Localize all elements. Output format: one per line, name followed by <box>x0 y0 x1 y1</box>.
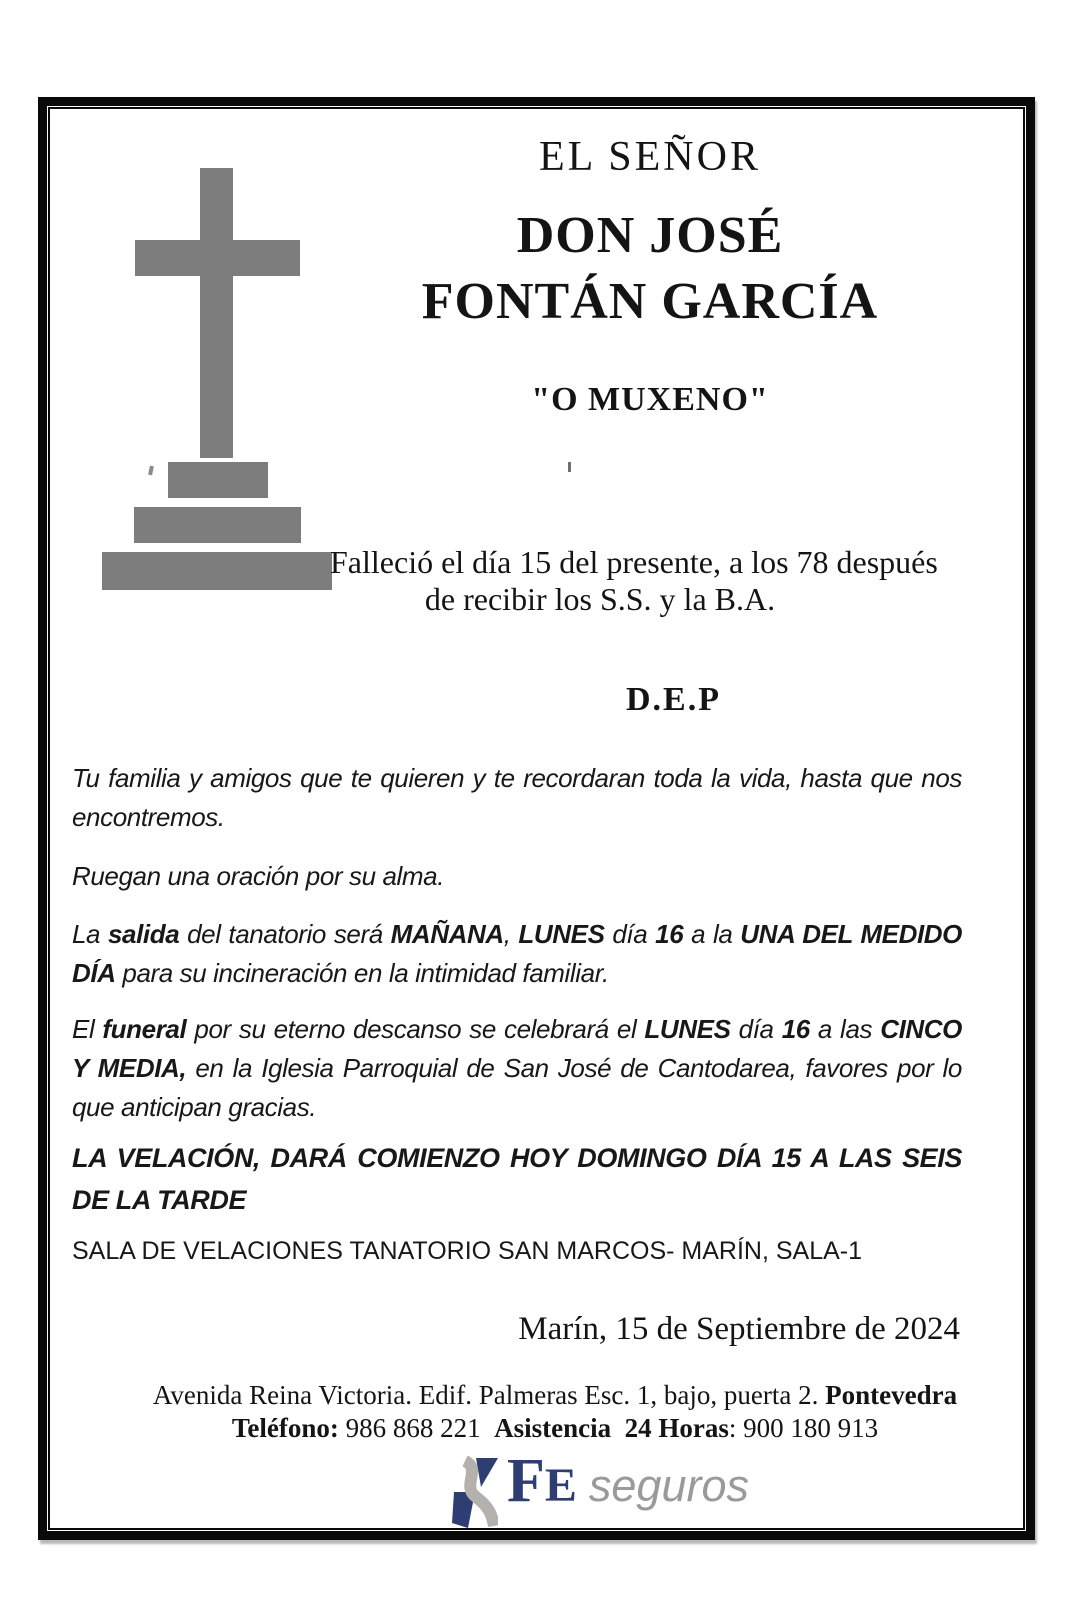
fe-seguros-logo <box>452 1447 749 1524</box>
paragraph-wake-announcement: LA VELACIÓN, DARÁ COMIENZO HOY DOMINGO DÍA 15 A LAS SEIS DE LA TARDE <box>72 1143 962 1215</box>
logo-letter-e: E <box>544 1459 577 1512</box>
cross-arm <box>135 240 300 276</box>
logo-s-ribbon-icon <box>452 1456 498 1530</box>
cross-icon <box>100 165 335 590</box>
phone-line: Teléfono: 986 868 221 Asistencia 24 Horas: 900 180 913 <box>231 1413 879 1443</box>
address-line: Avenida Reina Victoria. Edif. Palmeras Esc. 1, bajo, puerta 2. Pontevedra <box>152 1380 958 1410</box>
logo-word-seguros: seguros <box>588 1460 749 1511</box>
scan-speck <box>568 462 571 472</box>
deceased-name-line1: DON JOSÉ <box>516 207 784 264</box>
paragraph-prayer-request: Ruegan una oración por su alma. <box>72 861 445 891</box>
paragraph-family-message: Tu familia y amigos que te quieren y te recordaran toda la vida, hasta que nos encontremos. <box>72 763 962 832</box>
cross-upright <box>200 168 233 458</box>
death-notice-line2: de recibir los S.S. y la B.A. <box>424 581 776 617</box>
paragraph-departure-info: La salida del tanatorio será MAÑANA, LUNES día 16 a la UNA DEL MEDIDO DÍA para su incineración en la intimidad familiar. <box>72 919 962 988</box>
cross-base-step-2 <box>134 507 301 543</box>
rip-abbreviation: D.E.P <box>626 681 721 718</box>
cross-base-step-1 <box>168 462 268 498</box>
paragraph-funeral-info: El funeral por su eterno descanso se celebrará el LUNES día 16 a las CINCO Y MEDIA, en la Iglesia Parroquial de San José de Cantodarea, favores por lo que anticipan gracias. <box>72 1014 962 1122</box>
dateline: Marín, 15 de Septiembre de 2024 <box>518 1311 960 1347</box>
paragraph-venue-info: SALA DE VELACIONES TANATORIO SAN MARCOS- MARÍN, SALA-1 <box>72 1237 863 1265</box>
death-notice-line1: Falleció el día 15 del presente, a los 78 después <box>330 544 938 580</box>
deceased-nickname: "O MUXENO" <box>531 381 769 418</box>
address-block <box>72 1379 1038 1445</box>
deceased-name-line2: FONTÁN GARCÍA <box>421 273 879 330</box>
honorific-title: EL SEÑOR <box>539 134 761 180</box>
deceased-name <box>330 203 970 335</box>
logo-letter-f: F <box>507 1447 545 1515</box>
